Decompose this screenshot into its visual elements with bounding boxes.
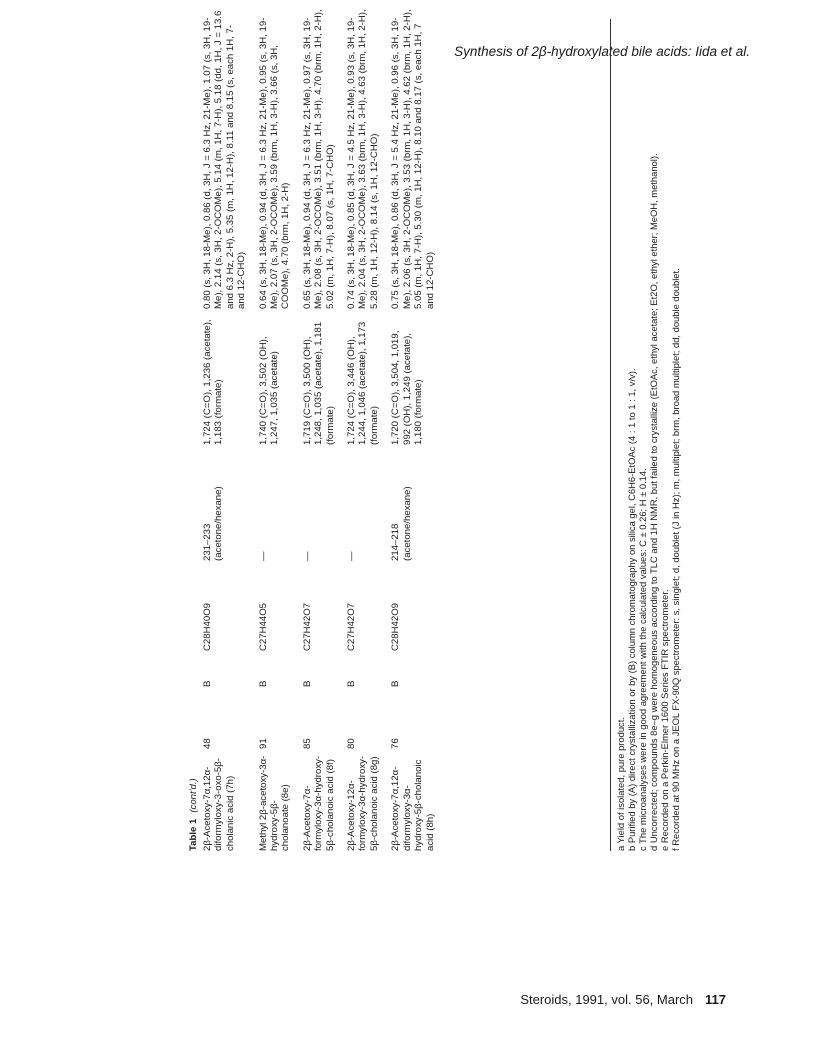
cell-method: B — [257, 680, 269, 687]
cell-mp: 214–218 (acetone/hexane) — [390, 486, 413, 561]
cell-ir: 1,724 (C=O), 3,446 (OH), 1,244, 1,046 (acetate), 1,173 (formate) — [346, 321, 380, 445]
table-row — [202, 9, 258, 851]
cell-ir: 1,720 (C=O), 3,504, 1,019, 992 (OH), 1,249 (acetate), 1,180 (formate) — [390, 330, 425, 445]
footnote: e Recorded on a Perkin-Elmer 1600 Series FTIR spectrometer. — [659, 589, 670, 851]
cell-method: B — [390, 680, 402, 687]
table-row — [346, 9, 390, 851]
cell-method: B — [346, 680, 358, 687]
footnote: c The microanalyses were in good agreement with the calculated values: C ± 0.26; H ± 0.14. — [637, 468, 648, 851]
table-caption-label: Table 1 — [188, 818, 199, 851]
table-caption — [188, 19, 202, 851]
data-table — [202, 9, 446, 851]
rotated-table-block — [188, 9, 748, 851]
table-caption-note: (cont'd.) — [188, 778, 199, 813]
cell-compound: 2β-Acetoxy-7α-formyloxy-3α-hydroxy-5β-cholanoic acid (8f) — [301, 755, 336, 851]
table-row — [302, 9, 346, 851]
cell-ir: 1,740 (C=O), 3,502 (OH), 1,247, 1,035 (acetate) — [257, 336, 281, 445]
cell-formula: C28H40O9 — [202, 603, 213, 651]
page-footer — [520, 992, 726, 1007]
cell-compound: Methyl 2β-acetoxy-3α-hydroxy-5β-cholanoate (8e) — [257, 755, 292, 851]
cell-nmr: 0.80 (s, 3H, 18-Me), 0.86 (d, 3H, J = 6.3 Hz, 21-Me), 1.07 (s, 3H, 19-Me), 2.14 (s, 3H, 2-OCOMe), 5.14 (m, 1H, 7-H), 5.18 (dd, 1H, J = 13.6 and 6.3 Hz, 2-H), 5.35 (m, 1H, 12-H), 8.11 and 8.15 (s, each 1H, 7- and 12-CHO) — [202, 10, 248, 309]
cell-ir: 1,724 (C=O), 1,236 (acetate), 1,183 (formate) — [202, 319, 225, 445]
table-row — [390, 9, 446, 851]
footnote-rule — [610, 19, 611, 851]
cell-compound: 2β-Acetoxy-7α,12α-diformyloxy-3α-hydroxy-5β-cholanoic acid (8h) — [390, 759, 436, 851]
cell-yield: 85 — [301, 738, 313, 749]
cell-formula: C27H42O7 — [301, 603, 313, 651]
cell-formula: C28H42O9 — [390, 603, 402, 651]
cell-yield: 76 — [390, 738, 402, 749]
footnote: f Recorded at 90 MHz on a JEOL FX-90Q spectrometer: s, singlet; d, doublet (J in Hz); m, multiplet; brm, broad multiplet; dd, double doublet. — [670, 268, 681, 851]
table-row — [258, 9, 302, 851]
cell-nmr: 0.74 (s, 3H, 18-Me), 0.85 (d, 3H, J = 4.5 Hz, 21-Me), 0.93 (s, 3H, 19-Me), 2.04 (s, 3H, 2-OCOMe), 3.63 (brm, 1H, 3-H), 4.63 (brm, 1H, 2-H), 5.28 (m, 1H, 12-H), 8.14 (s, 1H, 12-CHO) — [346, 9, 380, 309]
cell-formula: C27H42O7 — [346, 603, 358, 651]
cell-nmr: 0.65 (s, 3H, 18-Me), 0.94 (d, 3H, J = 6.3 Hz, 21-Me), 0.97 (s, 3H, 19-Me), 2.08 (s, 3H, 2-OCOMe), 3.51 (brm, 1H, 3-H), 4.70 (brm, 1H, 2-H), 5.02 (m, 1H, 7-H), 8.07 (s, 1H, 7-CHO) — [301, 9, 336, 309]
cell-compound: 2β-Acetoxy-12α-formyloxy-3α-hydroxy-5β-cholanoic acid (8g) — [346, 755, 380, 851]
cell-nmr: 0.75 (s, 3H, 18-Me), 0.86 (d, 3H, J = 5.4 Hz, 21-Me), 0.96 (s, 3H, 19-Me), 2.06 (s, 3H, 2-OCOMe), 3.53 (brm, 1H, 3-H), 4.62 (brm, 1H, 2-H), 5.05 (m, 1H, 7-H), 5.30 (m, 1H, 12-H), 8.10 and 8.17 (s, each 1H, 7 and 12-CHO) — [390, 9, 436, 309]
cell-ir: 1,719 (C=O), 3,500 (OH), 1,248, 1,035 (acetate), 1,181 (formate) — [301, 321, 336, 445]
footnote: a Yield of isolated, pure product. — [615, 717, 626, 851]
running-title: Synthesis of 2β-hydroxylated bile acids: Iida et al. — [454, 44, 750, 59]
cell-mp: — — [346, 551, 358, 561]
footnote: d Uncorrected; compounds 8e–g were homogeneous according to TLC and 1H NMR, but failed to crystallize (EtOAc, ethyl acetate; Et2O, ethyl ether; MeOH, methanol). — [648, 153, 659, 851]
cell-yield: 48 — [202, 738, 213, 749]
cell-mp: 231–233 (acetone/hexane) — [202, 486, 225, 561]
cell-formula: C27H44O5 — [257, 603, 269, 651]
cell-mp: — — [301, 551, 313, 561]
page-number: 117 — [705, 992, 726, 1007]
cell-method: B — [202, 680, 213, 687]
cell-mp: — — [257, 551, 269, 561]
cell-method: B — [301, 680, 313, 687]
footnote: b Purified by (A) direct crystallization or by (B) column chromatography on silica gel, C6H6-EtOAc (4 : 1 to 1 : 1, v/v). — [626, 368, 637, 851]
cell-yield: 80 — [346, 738, 358, 749]
footnotes — [615, 19, 681, 851]
cell-nmr: 0.64 (s, 3H, 18-Me), 0.94 (d, 3H, J = 6.3 Hz, 21-Me), 0.95 (s, 3H, 19-Me), 2.07 (s, 3H, 2-OCOMe), 3.59 (brm, 1H, 3-H), 3.66 (s, 3H, COOMe), 4.70 (brm, 1H, 2-H) — [257, 17, 292, 309]
journal-citation: Steroids, 1991, vol. 56, March — [520, 992, 694, 1007]
cell-yield: 91 — [257, 738, 269, 749]
cell-compound: 2β-Acetoxy-7α,12α-diformyloxy-3-oxo-5β-cholanic acid (7h) — [202, 758, 236, 851]
